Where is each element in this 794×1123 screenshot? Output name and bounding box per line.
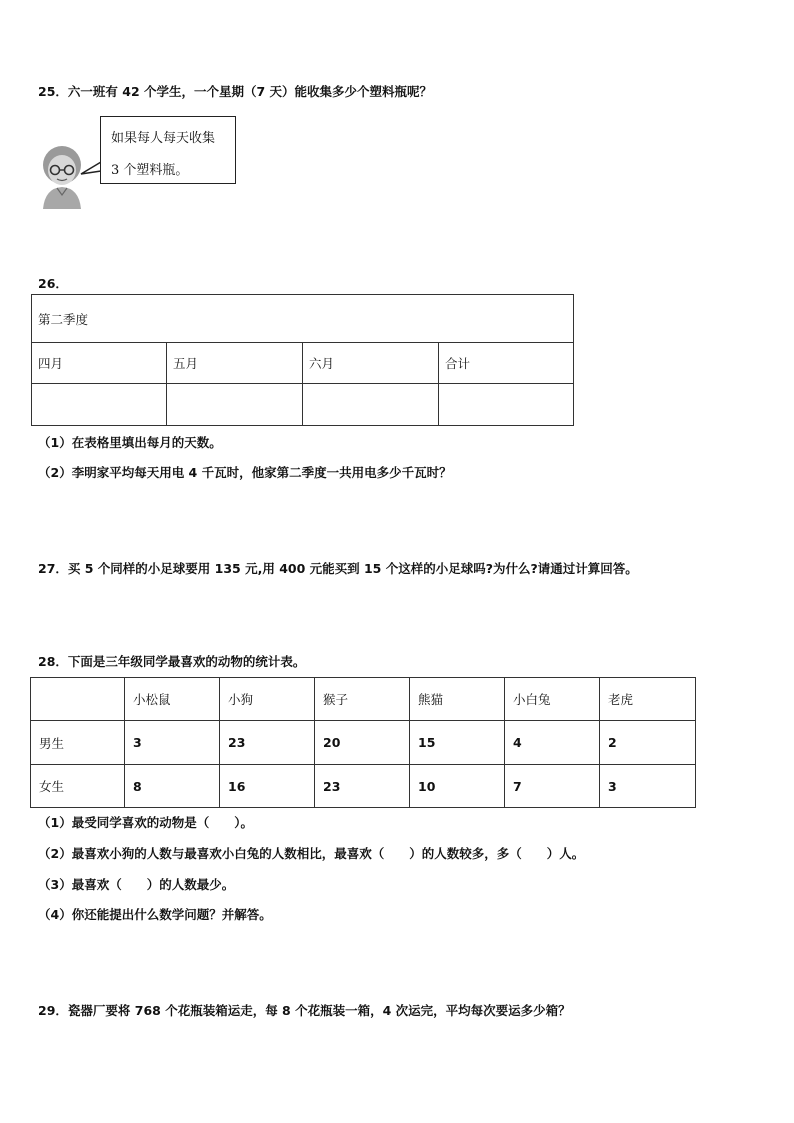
may-days-blank[interactable] <box>167 384 303 426</box>
count-cell: 3 <box>125 721 220 765</box>
corner-cell <box>31 678 125 721</box>
count-cell: 20 <box>315 721 410 765</box>
question-25-text: 25．六一班有 42 个学生，一个星期（7 天）能收集多少个塑料瓶呢？ <box>38 84 433 99</box>
count-cell: 4 <box>505 721 600 765</box>
count-cell: 15 <box>410 721 505 765</box>
question-27-text: 27．买 5 个同样的小足球要用 135 元,用 400 元能买到 15 个这样的小足球吗?为什么?请通过计算回答。 <box>38 561 638 576</box>
count-cell: 23 <box>220 721 315 765</box>
animal-header: 熊猫 <box>410 678 505 721</box>
june-days-blank[interactable] <box>303 384 439 426</box>
row-label-girls: 女生 <box>31 765 125 808</box>
count-cell: 16 <box>220 765 315 808</box>
animal-header: 老虎 <box>600 678 696 721</box>
april-days-blank[interactable] <box>32 384 167 426</box>
animal-header: 猴子 <box>315 678 410 721</box>
table-title-cell: 第二季度 <box>32 295 574 343</box>
favorite-animals-table <box>30 677 696 808</box>
question-28-sub2: （2）最喜欢小狗的人数与最喜欢小白兔的人数相比，最喜欢（ ）的人数较多，多（ ）人。 <box>38 846 585 861</box>
question-28-sub3: （3）最喜欢（ ）的人数最少。 <box>38 877 235 892</box>
month-april-header: 四月 <box>32 343 167 384</box>
quarter-days-table <box>31 294 574 426</box>
table-row <box>31 765 696 808</box>
animal-header: 小狗 <box>220 678 315 721</box>
total-header: 合计 <box>439 343 574 384</box>
month-june-header: 六月 <box>303 343 439 384</box>
speech-bubble-line1: 如果每人每天收集 <box>111 131 216 146</box>
speech-bubble <box>100 116 236 184</box>
speech-bubble-line2: 3 个塑料瓶。 <box>111 163 189 178</box>
question-29-text: 29．瓷器厂要将 768 个花瓶装箱运走，每 8 个花瓶装一箱，4 次运完，平均每次要运多少箱？ <box>38 1003 571 1018</box>
question-28-text: 28．下面是三年级同学最喜欢的动物的统计表。 <box>38 654 306 669</box>
question-26-number: 26． <box>38 276 68 291</box>
total-days-blank[interactable] <box>439 384 574 426</box>
table-row <box>31 721 696 765</box>
row-label-boys: 男生 <box>31 721 125 765</box>
count-cell: 2 <box>600 721 696 765</box>
count-cell: 23 <box>315 765 410 808</box>
question-26-sub1: （1）在表格里填出每月的天数。 <box>38 435 222 450</box>
count-cell: 8 <box>125 765 220 808</box>
question-26-sub2: （2）李明家平均每天用电 4 千瓦时，他家第二季度一共用电多少千瓦时？ <box>38 465 452 480</box>
animal-header: 小白兔 <box>505 678 600 721</box>
count-cell: 3 <box>600 765 696 808</box>
month-may-header: 五月 <box>167 343 303 384</box>
count-cell: 7 <box>505 765 600 808</box>
question-28-sub1: （1）最受同学喜欢的动物是（ ）。 <box>38 815 253 830</box>
animal-header: 小松鼠 <box>125 678 220 721</box>
count-cell: 10 <box>410 765 505 808</box>
question-28-sub4: （4）你还能提出什么数学问题？并解答。 <box>38 907 272 922</box>
